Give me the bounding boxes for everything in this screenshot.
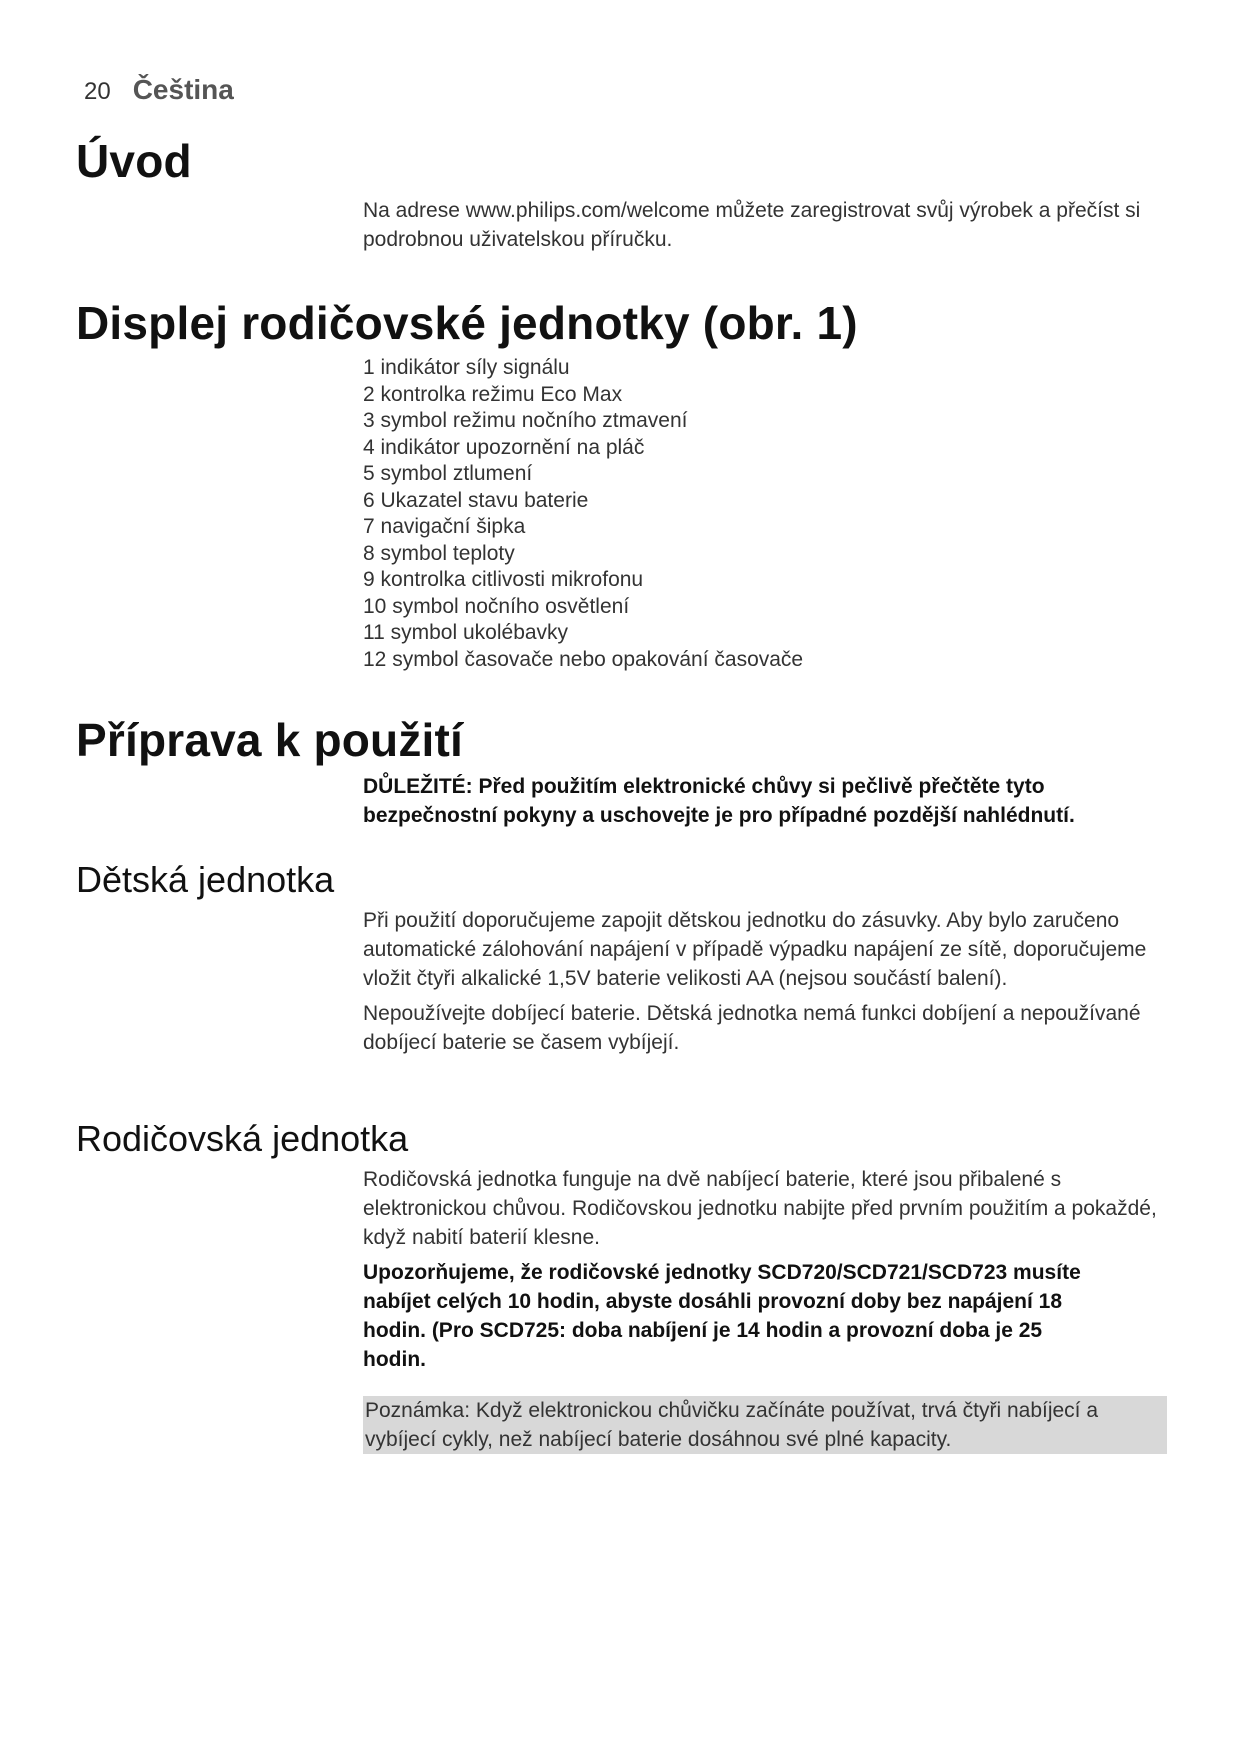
display-legend-item: 3 symbol režimu nočního ztmavení — [363, 409, 688, 432]
display-legend-item: 5 symbol ztlumení — [363, 462, 533, 485]
page-number: 20 — [84, 78, 111, 105]
page-language: Čeština — [132, 74, 234, 105]
baby-unit-paragraph-2: Nepoužívejte dobíjecí baterie. Dětská jednotka nemá funkci dobíjení a nepoužívané dobíjecí baterie se časem vybíjejí. — [363, 1002, 1141, 1054]
intro-text: Na adrese www.philips.com/welcome můžete zaregistrovat svůj výrobek a přečíst si podrobnou uživatelskou příručku. — [363, 199, 1141, 251]
heading-display: Displej rodičovské jednotky (obr. 1) — [76, 297, 858, 349]
display-legend-item: 6 Ukazatel stavu baterie — [363, 488, 589, 512]
important-notice: DŮLEŽITÉ: Před použitím elektronické chůvy si pečlivě přečtěte tyto bezpečnostní pokyny a uschovejte je pro případné pozdější nahlédnutí. — [363, 775, 1075, 827]
display-legend-item: 12 symbol časovače nebo opakování časovače — [363, 647, 804, 671]
page-header — [84, 74, 234, 106]
display-legend-item: 1 indikátor síly signálu — [363, 356, 570, 379]
parent-unit-paragraph-1: Rodičovská jednotka funguje na dvě nabíjecí baterie, které jsou přibalené s elektronickou chůvou. Rodičovskou jednotku nabijte před prvním použitím a pokaždé, když nabití baterií klesne. — [363, 1168, 1157, 1249]
preparation-section — [363, 772, 1173, 830]
display-legend-item: 8 symbol teploty — [363, 541, 515, 565]
display-legend-item: 11 symbol ukolébavky — [363, 621, 569, 644]
display-legend-item: 9 kontrolka citlivosti mikrofonu — [363, 568, 644, 591]
baby-unit-section — [363, 906, 1173, 1057]
heading-baby-unit: Dětská jednotka — [76, 859, 335, 900]
heading-parent-unit: Rodičovská jednotka — [76, 1118, 409, 1159]
display-legend-item: 10 symbol nočního osvětlení — [363, 594, 630, 618]
display-legend-item: 2 kontrolka režimu Eco Max — [363, 382, 623, 406]
baby-unit-paragraph-1: Při použití doporučujeme zapojit dětskou jednotku do zásuvky. Aby bylo zaručeno automatické zálohování napájení v případě výpadku napájení ze sítě, doporučujeme vložit čtyři alkalické 1,5V baterie velikosti AA (nejsou součástí balení). — [363, 909, 1147, 990]
heading-intro: Úvod — [76, 135, 192, 187]
display-legend-item: 4 indikátor upozornění na pláč — [363, 435, 645, 459]
intro-section — [363, 196, 1173, 254]
display-legend-item: 7 navigační šipka — [363, 515, 526, 538]
charging-warning: Upozorňujeme, že rodičovské jednotky SCD720/SCD721/SCD723 musíte nabíjet celých 10 hodin, abyste dosáhli provozní doby bez napájení 18 hodin. (Pro SCD725: doba nabíjení je 14 hodin a provozní doba je 25 hodin. — [363, 1261, 1081, 1371]
parent-unit-section — [363, 1165, 1173, 1454]
note-box: Poznámka: Když elektronickou chůvičku začínáte používat, trvá čtyři nabíjecí a vybíjecí cykly, než nabíjecí baterie dosáhnou své plné kapacity. — [363, 1396, 1167, 1454]
display-legend — [363, 355, 1173, 673]
display-legend-list — [363, 355, 1173, 673]
heading-preparation: Příprava k použití — [76, 714, 464, 766]
